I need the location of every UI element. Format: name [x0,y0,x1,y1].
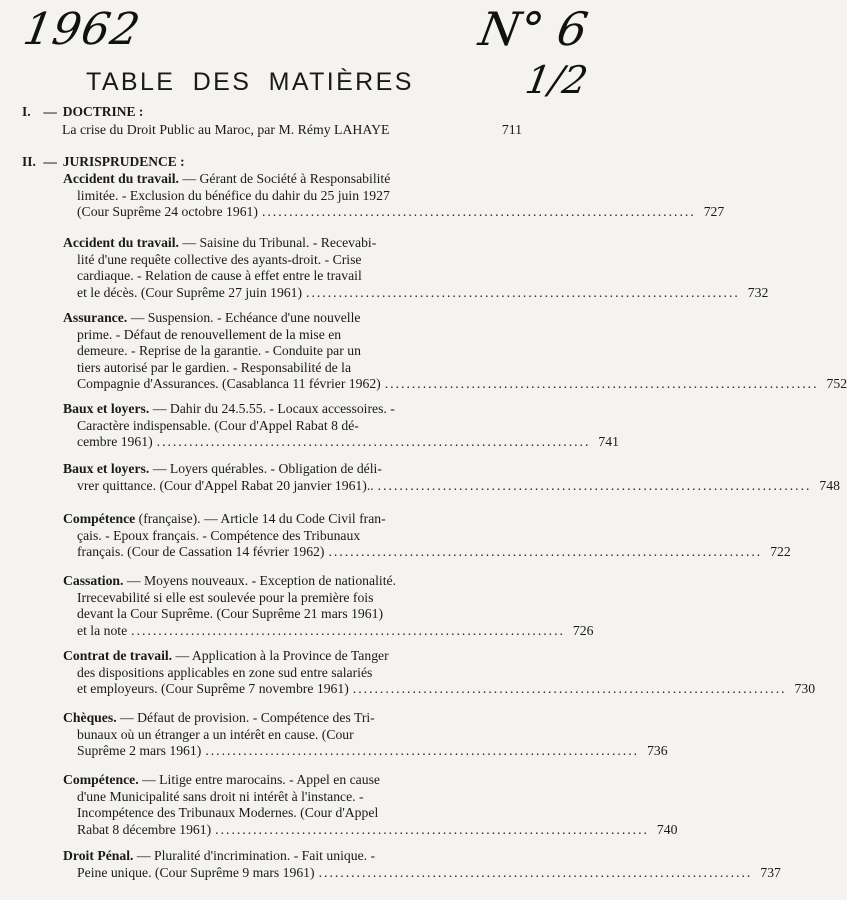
entry-first-text: — Litige entre marocains. - Appel en cause [138,772,380,787]
entry-last-text: Compagnie d'Assurances. (Casablanca 11 février 1962) [77,376,381,391]
entry-last-line [63,477,840,495]
doctrine-text: La crise du Droit Public au Maroc, par M. Rémy LAHAYE [62,122,390,137]
toc-entry [63,171,725,221]
entry-line: des dispositions applicables en zone sud entre salariés [77,664,373,680]
entry-heading: Baux et loyers. [63,461,150,476]
entry-heading: Cassation. [63,573,124,588]
page-title: TABLE DES MATIÈRES [86,68,414,96]
page-number: 727 [703,204,725,219]
entry-last-line [63,743,668,760]
entry-last-text: Suprême 2 mars 1961) [77,743,202,758]
entry-first-line [63,310,515,327]
entry-heading: Compétence. [63,772,139,787]
entry-first-text: — Moyens nouveaux. - Exception de nationalité. [123,573,397,588]
entry-last-line [63,284,769,302]
entry-heading: Accident du travail. [63,171,179,186]
entry-last-line [63,681,816,698]
page-number: 741 [598,434,619,449]
entry-last-text: et le décès. (Cour Suprême 27 juin 1961) [77,284,303,300]
entry-last-line [63,544,791,561]
entry-heading: Accident du travail. [63,235,179,250]
entry-heading: Assurance. [63,310,128,325]
entry-line: bunaux où un étranger a un intérêt en cause. (Cour [77,726,354,742]
handwritten-fraction: 1/2 [522,58,592,102]
entry-line: limitée. - Exclusion du bénéfice du dahir du 25 juin 1927 [77,187,390,203]
entry-last-line [63,434,619,451]
entry-heading: Baux et loyers. [63,401,150,416]
entry-last-text: vrer quittance. (Cour d'Appel Rabat 20 janvier 1961).. [77,477,374,493]
page-number: 730 [794,681,816,696]
entry-last-text: Peine unique. (Cour Suprême 9 mars 1961) [77,864,315,880]
page-number: 737 [760,864,781,880]
entry-first-text: — Suspension. - Echéance d'une nouvelle [127,310,361,325]
dot-leader: ................................................................................ [377,477,812,493]
entry-last-text: et la note [77,622,128,638]
entry-first-line [63,511,515,528]
entry-first-line [63,573,515,590]
entry-line: prime. - Défaut de renouvellement de la mise en [77,326,342,342]
toc-entry [63,573,594,639]
page-number: 711 [501,122,522,137]
entry-line: Caractère indispensable. (Cour d'Appel Rabat 8 dé- [77,417,359,433]
entry-first-text: — Gérant de Société à Responsabilité [178,171,391,186]
entry-heading: Chèques. [63,710,117,725]
toc-entry [63,461,840,494]
entry-line: d'une Municipalité sans droit ni intérêt à l'instance. - [77,788,364,804]
entry-last-text: cembre 1961) [77,434,153,449]
entry-first-text: — Saisine du Tribunal. - Recevabi- [178,235,377,250]
entry-heading: Contrat de travail. [63,648,173,663]
page-number: 748 [819,477,840,493]
entry-line: lité d'une requête collective des ayants-droit. - Crise [77,251,362,267]
section-number: I. [22,104,31,119]
entry-heading: Droit Pénal. [63,848,134,863]
entry-first-text: — Dahir du 24.5.55. - Locaux accessoires. - [149,401,395,416]
toc-entry [63,511,791,561]
dot-leader: ................................................................................ [384,376,819,391]
dot-leader: ................................................................................ [328,544,763,559]
entry-first-text: — Loyers quérables. - Obligation de déli- [149,461,382,476]
entry-last-line [63,376,847,393]
entry-heading: Compétence [63,511,136,526]
entry-first-line [63,648,515,665]
section-heading-jurisprudence [22,154,185,170]
entry-line: Irrecevabilité si elle est soulevée pour la première fois [77,589,374,605]
toc-entry [63,710,668,760]
page-number: 752 [826,376,847,391]
entry-last-text: Rabat 8 décembre 1961) [77,821,212,837]
section-dash: — [43,104,57,119]
entry-first-line [63,401,515,418]
entry-first-line [63,848,515,865]
entry-first-text: — Application à la Province de Tanger [172,648,389,663]
dot-leader: ................................................................................ [156,434,591,449]
entry-last-line [63,864,781,882]
entry-line: Incompétence des Tribunaux Modernes. (Cour d'Appel [77,805,379,820]
dot-leader: ................................................................................ [131,622,565,638]
dot-leader: ................................................................................ [205,743,640,758]
dot-leader: ................................................................................ [352,681,787,696]
section-dash: — [43,154,57,169]
section-number: II. [22,154,36,169]
entry-first-line [63,171,515,188]
entry-line: demeure. - Reprise de la garantie. - Conduite par un [77,343,361,358]
section-label: JURISPRUDENCE : [62,154,185,169]
entry-line: tiers autorisé par le gardien. - Responsabilité de la [77,359,352,375]
toc-entry [63,235,769,301]
entry-first-text: (française). — Article 14 du Code Civil fran- [135,511,386,526]
handwritten-issue-number: N° 6 [475,2,592,56]
page-number: 722 [770,544,791,559]
toc-entry [63,772,678,838]
handwritten-year: 1962 [19,4,145,55]
section-heading-doctrine [22,104,143,120]
entry-first-line [63,461,515,478]
entry-line: devant la Cour Suprême. (Cour Suprême 21 mars 1961) [77,606,384,621]
page-number: 732 [747,284,769,300]
dot-leader: ................................................................................ [306,284,740,300]
entry-first-line [63,710,515,727]
entry-first-line [63,772,515,789]
entry-line: çais. - Epoux français. - Compétence des Tribunaux [77,527,361,543]
entry-first-text: — Pluralité d'incrimination. - Fait unique. - [133,848,376,863]
entry-last-text: et employeurs. (Cour Suprême 7 novembre 1961) [77,681,349,696]
entry-last-line [63,204,725,221]
toc-entry [63,310,847,393]
entry-last-text: français. (Cour de Cassation 14 février 1962) [77,544,325,559]
dot-leader: ................................................................................ [318,864,753,880]
entry-line: cardiaque. - Relation de cause à effet entre le travail [77,268,362,283]
doctrine-entry [62,122,522,138]
entry-last-line [63,821,678,839]
toc-entry [63,848,781,881]
entry-first-line [63,235,515,252]
page-number: 726 [572,622,594,638]
toc-entry [63,401,619,451]
entry-first-text: — Défaut de provision. - Compétence des Tri- [116,710,375,725]
dot-leader: ................................................................................ [261,204,696,219]
entry-last-text: (Cour Suprême 24 octobre 1961) [77,204,258,219]
section-label: DOCTRINE : [62,104,144,119]
entry-last-line [63,622,594,640]
dot-leader: ................................................................................ [215,821,649,837]
page-number: 736 [647,743,668,758]
page-number: 740 [656,821,678,837]
toc-entry [63,648,816,698]
